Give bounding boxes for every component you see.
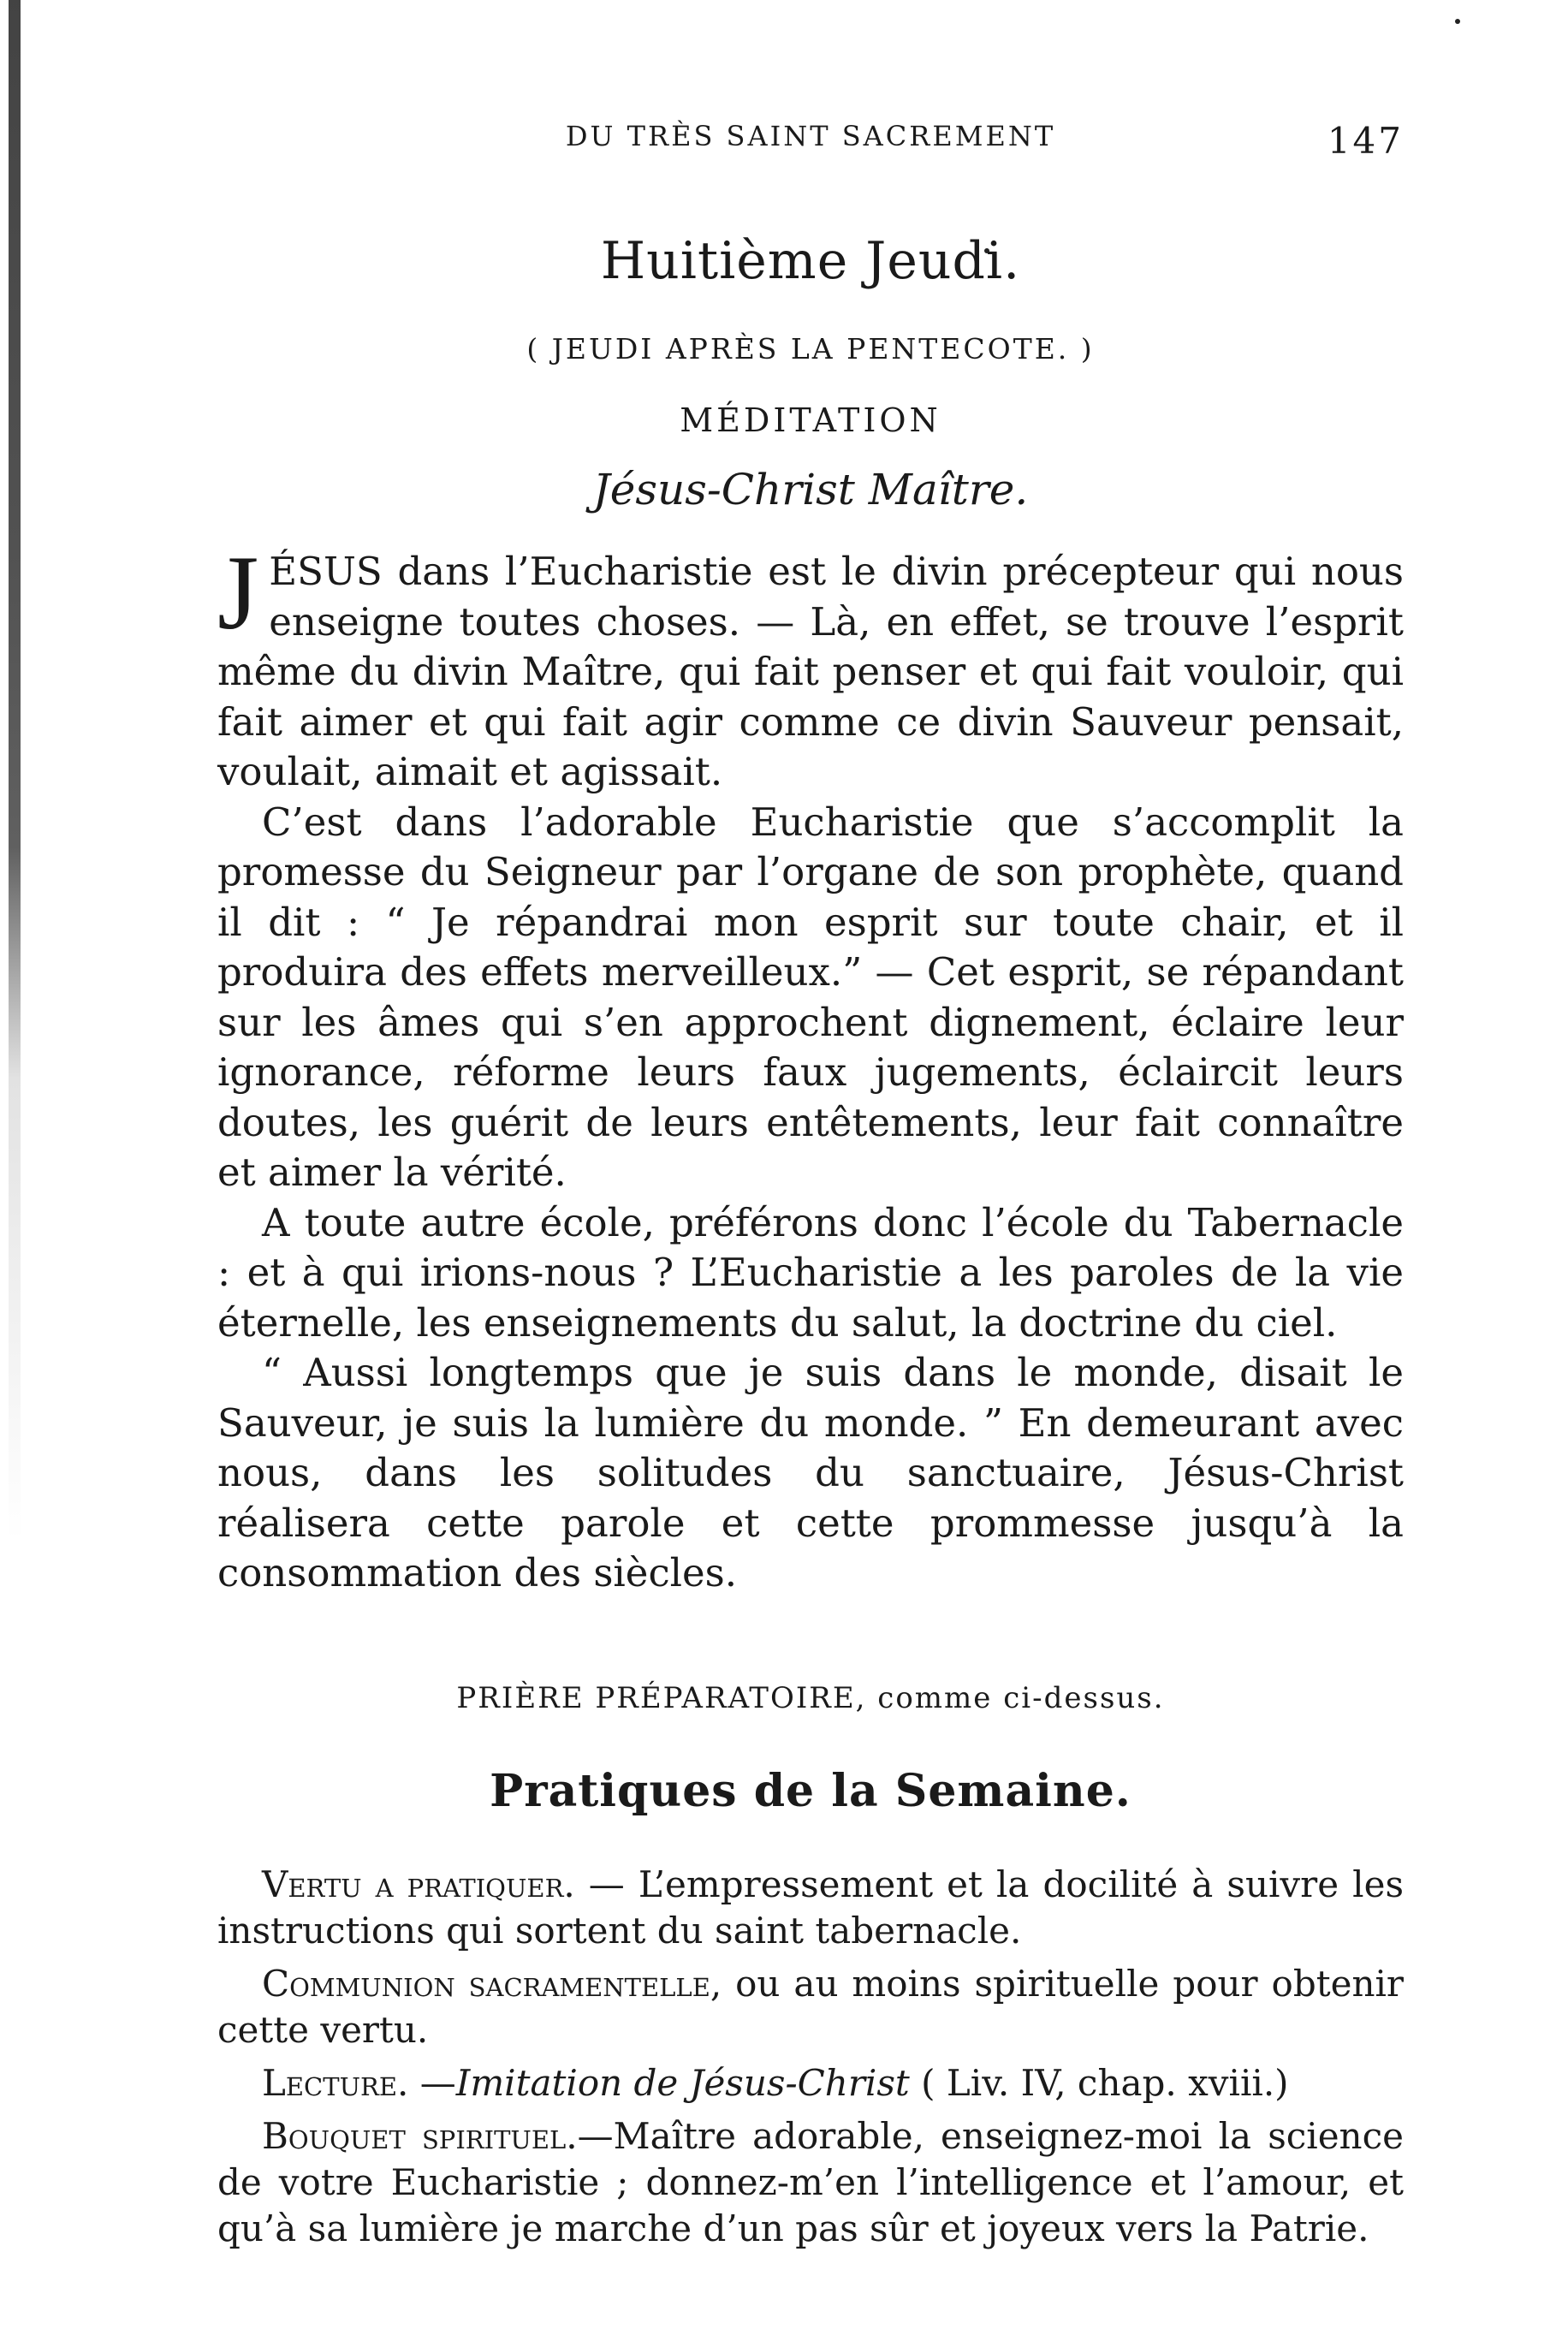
meditation-subject: Jésus-Christ Maître. [592, 465, 1029, 514]
practice-text: — L’empressement et la docilité à suivre les instructions qui sortent du saint tabernacle. [217, 1863, 1404, 1952]
practice-label: Lecture. [262, 2061, 409, 2104]
drop-cap: J [217, 534, 259, 651]
chapter-title: Huitième Jeudi. [600, 231, 1021, 291]
print-speck [1455, 19, 1460, 24]
priere-label: PRIÈRE PRÉPARATOIRE, [456, 1680, 867, 1715]
practice-label: Communion sacramentelle, [262, 1962, 722, 2005]
practice-label: Vertu a pratiquer. [262, 1863, 575, 1905]
practice-text: —Maître adorable, enseignez-moi la science de votre Eucharistie ; donnez-m’en l’intelligence et l’amour, et qu’à sa lumière je marche d’un pas sûr et joyeux vers la Patrie. [217, 2114, 1404, 2249]
practices-list [217, 1862, 1404, 2252]
paragraph [217, 534, 1404, 798]
book-title: Imitation de Jésus-Christ [455, 2061, 910, 2104]
meditation-heading: MÉDITATION [680, 401, 941, 439]
first-word: ÉSUS [269, 549, 383, 594]
running-head [217, 120, 1404, 180]
practice-text: ou au moins spirituelle pour obtenir cette vertu. [217, 1962, 1405, 2051]
priere-rest: comme ci-dessus. [866, 1680, 1165, 1715]
practice-dash: — [408, 2061, 456, 2104]
page-binding-edge [9, 0, 21, 1541]
chapter-subtitle: ( JEUDI APRÈS LA PENTECOTE. ) [526, 332, 1095, 365]
paragraph: C’est dans l’adorable Eucharistie que s’accomplit la promesse du Seigneur par l’organe de son prophète, quand il dit : “ Je répandrai mon esprit sur toute chair, et il produira des effets merveilleux.” — Cet esprit, se répandant sur les âmes qui s’en approchent dignement, éclaire leur ignorance, réforme leurs faux jugements, éclaircit leurs doutes, les guérit de leurs entêtements, leur fait connaître et aimer la vérité. [217, 799, 1404, 1195]
book-page [217, 120, 1404, 2259]
paragraph: A toute autre école, préférons donc l’école du Tabernacle : et à qui irions-nous ? L’Eucharistie a les paroles de la vie éternelle, les enseignements du salut, la doctrine du ciel. [217, 1199, 1404, 1346]
paragraph-text: dans l’Eucharistie est le divin précepteur qui nous enseigne toutes choses. — Là, en effet, se trouve l’esprit même du divin Maître, qui fait penser et qui fait vouloir, qui fait aimer et qui fait agir comme ce divin Sauveur pensait, voulait, aimait et agissait. [217, 549, 1404, 794]
practice-text: ( Liv. IV, chap. xviii.) [909, 2061, 1289, 2104]
practices-title: Pratiques de la Semaine. [490, 1764, 1131, 1817]
priere-line [217, 1681, 1404, 1715]
running-title: DU TRÈS SAINT SACREMENT [565, 120, 1056, 152]
practice-label: Bouquet spirituel. [262, 2114, 578, 2157]
page-number: 147 [1327, 120, 1404, 162]
practice-communion [217, 1961, 1404, 2053]
paragraph: “ Aussi longtemps que je suis dans le monde, disait le Sauveur, je suis la lumière du monde. ” En demeurant avec nous, dans les solitudes du sanctuaire, Jésus-Christ réalisera cette parole et cette prommesse jusqu’à la consommation des siècles. [217, 1350, 1404, 1595]
meditation-body [217, 534, 1404, 1599]
practice-vertu [217, 1862, 1404, 1954]
practice-bouquet [217, 2113, 1404, 2252]
practice-lecture [217, 2060, 1404, 2106]
